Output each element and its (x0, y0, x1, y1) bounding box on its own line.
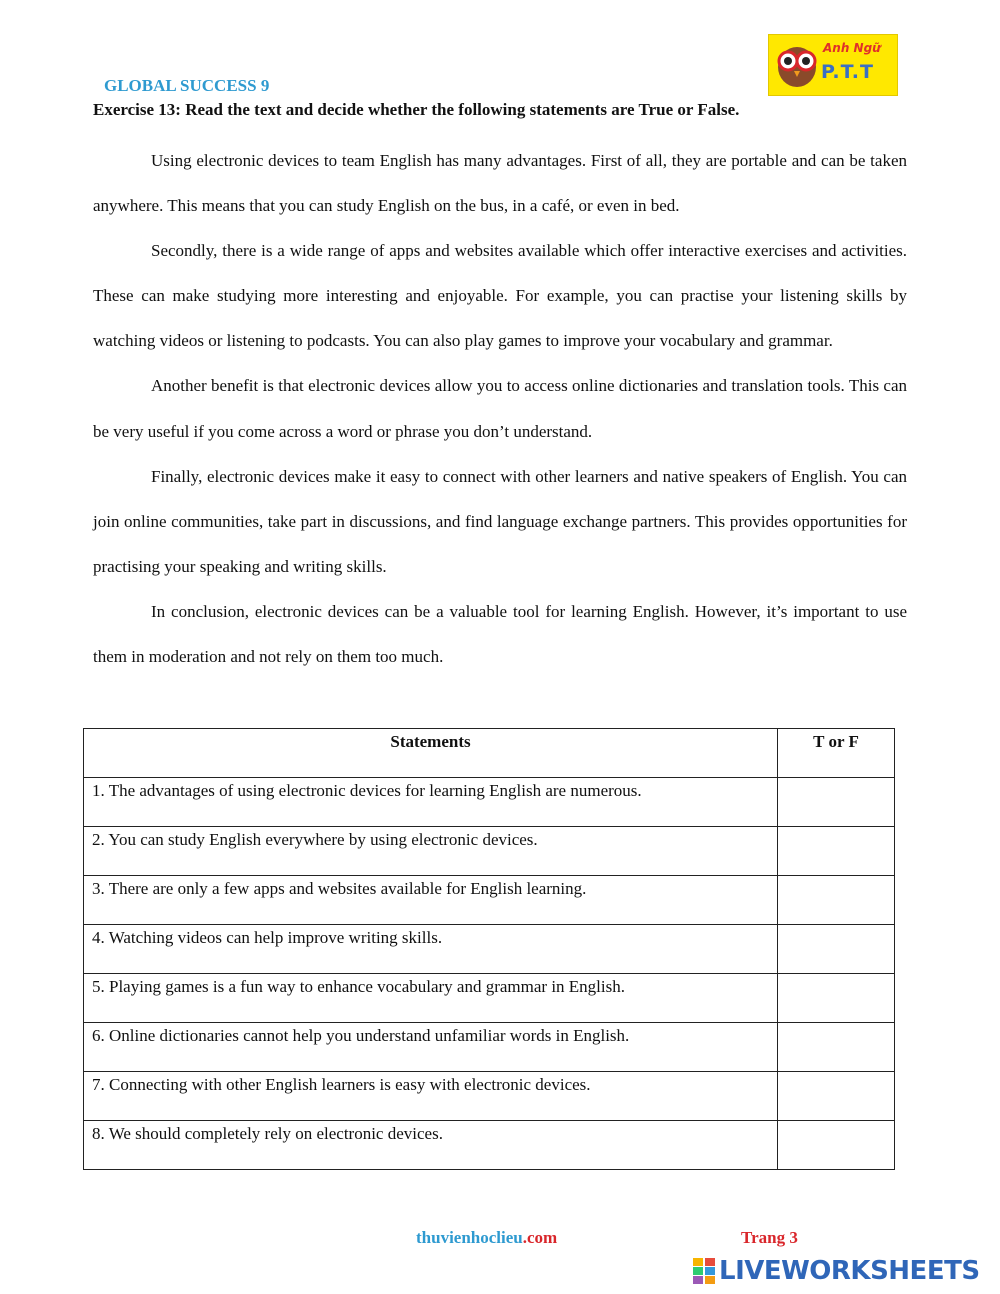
reading-passage (93, 138, 907, 679)
table-row (84, 778, 895, 827)
footer-site-tld: .com (522, 1228, 558, 1247)
statement-text: 2. You can study English everywhere by using electronic devices. (84, 827, 778, 876)
table-row (84, 1121, 895, 1170)
table-row (84, 876, 895, 925)
statement-text: 7. Connecting with other English learners is easy with electronic devices. (84, 1072, 778, 1121)
header-title: GLOBAL SUCCESS 9 (104, 76, 270, 95)
answer-cell[interactable] (778, 876, 895, 925)
statement-text: 3. There are only a few apps and websites available for English learning. (84, 876, 778, 925)
table-row (84, 974, 895, 1023)
passage-paragraph: Secondly, there is a wide range of apps and websites available which offer interactive exercises and activities. These can make studying more interesting and enjoyable. For example, you can practise your listening skills by watching videos or listening to podcasts. You can also play games to improve your vocabulary and grammar. (93, 241, 907, 351)
statements-table (83, 728, 895, 1170)
logo-top-text: Anh Ngữ (823, 41, 881, 55)
liveworksheets-blocks-icon (693, 1258, 715, 1284)
page-number: Trang 3 (741, 1228, 798, 1247)
answer-cell[interactable] (778, 925, 895, 974)
statement-text: 4. Watching videos can help improve writing skills. (84, 925, 778, 974)
true-false-column-header: T or F (778, 729, 895, 778)
anh-ngu-ptt-logo (768, 34, 898, 96)
statement-text: 5. Playing games is a fun way to enhance vocabulary and grammar in English. (84, 974, 778, 1023)
statement-text: 1. The advantages of using electronic devices for learning English are numerous. (84, 778, 778, 827)
statement-text: 8. We should completely rely on electronic devices. (84, 1121, 778, 1170)
table-row (84, 1023, 895, 1072)
statement-text: 6. Online dictionaries cannot help you understand unfamiliar words in English. (84, 1023, 778, 1072)
footer-website[interactable] (416, 1228, 557, 1248)
answer-cell[interactable] (778, 1121, 895, 1170)
answer-cell[interactable] (778, 827, 895, 876)
table-row (84, 827, 895, 876)
footer-site-name: thuvienhoclieu (416, 1228, 523, 1247)
liveworksheets-wordmark: LIVEWORKSHEETS (719, 1256, 980, 1286)
owl-glasses-icon (775, 39, 819, 89)
statements-column-header: Statements (84, 729, 778, 778)
passage-paragraph: Another benefit is that electronic devices allow you to access online dictionaries and translation tools. This can be very useful if you come across a word or phrase you don’t understand. (93, 376, 907, 441)
answer-cell[interactable] (778, 1072, 895, 1121)
exercise-heading: Exercise 13: Read the text and decide whether the following statements are True or False. (93, 100, 740, 119)
passage-paragraph: Finally, electronic devices make it easy to connect with other learners and native speakers of English. You can join online communities, take part in discussions, and find language exchange partners. This provides opportunities for practising your speaking and writing skills. (93, 466, 907, 576)
logo-bottom-text: P.T.T (821, 61, 874, 83)
answer-cell[interactable] (778, 1023, 895, 1072)
answer-cell[interactable] (778, 778, 895, 827)
table-row (84, 925, 895, 974)
answer-cell[interactable] (778, 974, 895, 1023)
table-row (84, 1072, 895, 1121)
table-header-row (84, 729, 895, 778)
passage-paragraph: Using electronic devices to team English has many advantages. First of all, they are portable and can be taken anywhere. This means that you can study English on the bus, in a café, or even in bed. (93, 151, 907, 216)
passage-paragraph: In conclusion, electronic devices can be a valuable tool for learning English. However, it’s important to use them in moderation and not rely on them too much. (93, 601, 907, 667)
